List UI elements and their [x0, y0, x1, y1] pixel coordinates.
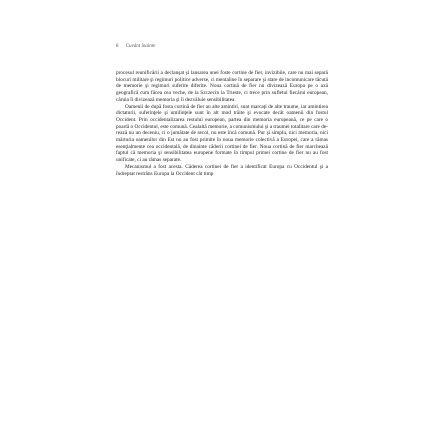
paragraph-2: Oamenii de după fosta cortină de fier au alte amintiri, sunt marcaţi de alte traume, iar amintirea dictaturii, suferinţele şi umilinţele sunt în alt mod trăite şi evocate decât oamenii din fostul Occident. Prin occidentalizarea restului european, partea din memoria europeană, ce pe care o poartă o Occidentul, este comună. Cealaltă memorie, a comunismului şi a traumei totalitare care de-rează nu un deceniu, ci o jumătate de secol, nu este încă comună. Pur şi simplu, nici memoria, nici mărturia oamenilor din Est nu au fost primite în noua memorie colectivă a Europei, care a rămas esenţialmente cea occidentală, de dinainte căderii cortinei de fier. Noua cortină de fier marchează faptul că memoria şi sensibilitatea europene formate în timpul primei cortine de fier nu au fost unificate, ci au rămas separate.	[116, 103, 328, 164]
running-header	[116, 44, 155, 50]
running-title: Cuvânt înainte	[125, 44, 156, 49]
paragraph-1: procesul reunificării a declanşat şi lansarea unei foste cortine de fier, invizibile, care nu mai separă blocuri militare şi regimuri politice adverse, ci mentaline în separare şi stare de incomunicare tăcută de memorie şi regimuri suferite diferite. Noua cortină de fier nu divizează Europa pe o axă geografică cum făcea cea veche, de la Szczecin la Trieste, ci trece prin sufletul fiecărui european, căruia îi divizează memoria şi îi dezvăluie sensibilitatea.	[116, 70, 328, 103]
body-text	[116, 70, 328, 177]
paragraph-3: Mecanismul a fost acesta. Căderea cortinei de fier a identificat Europa cu Occidentul şi a îndreptat restrâns Europa la Occident cât timp	[116, 163, 328, 177]
page-number: 8	[116, 44, 119, 49]
